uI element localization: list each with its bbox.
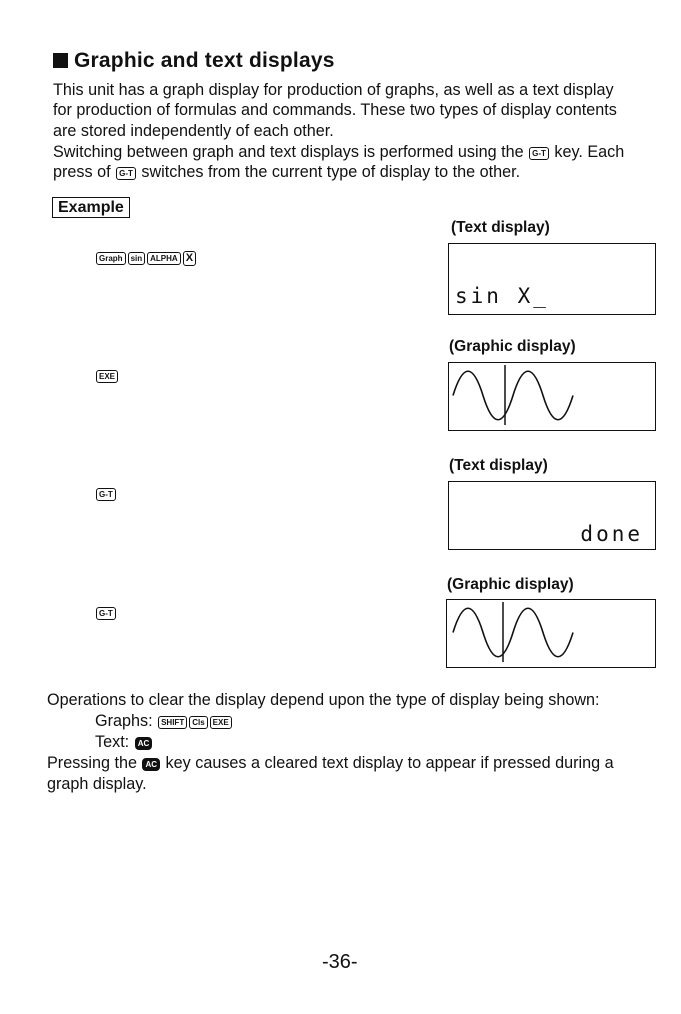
screen-text-1: sin X_ — [455, 284, 549, 308]
outro-text-line: Text: AC — [95, 732, 153, 753]
text-display-screen-1 — [448, 243, 656, 315]
intro-line-3: are stored independently of each other. — [53, 122, 334, 140]
sine-curve — [453, 608, 573, 656]
black-square-bullet-icon — [53, 53, 68, 68]
page-number: -36- — [322, 951, 358, 973]
exe-key: EXE — [210, 716, 232, 729]
cls-key: Cls — [189, 716, 207, 729]
display-label-3: (Text display) — [449, 457, 548, 474]
display-label-1: (Text display) — [451, 219, 550, 236]
display-label-2: (Graphic display) — [449, 338, 576, 355]
outro-line-1: Operations to clear the display depend upon the type of display being shown: — [47, 691, 600, 709]
key-sequence-1 — [95, 249, 197, 267]
key-sequence-3 — [95, 485, 117, 503]
graphic-display-screen-2 — [446, 599, 656, 668]
example-label: Example — [52, 197, 130, 218]
alpha-key: ALPHA — [147, 252, 181, 265]
sine-graph-1 — [449, 363, 655, 430]
intro-line-2: for production of formulas and commands. These two types of display contents — [53, 101, 617, 119]
graph-key: Graph — [96, 252, 126, 265]
x-key: X — [183, 251, 196, 266]
intro-line-5: press of G-T switches from the current type of display to the other. — [53, 163, 521, 181]
gt-key: G-T — [116, 167, 136, 180]
gt-key: G-T — [96, 607, 116, 620]
intro-line-1: This unit has a graph display for production of graphs, as well as a text display — [53, 81, 614, 99]
gt-key: G-T — [96, 488, 116, 501]
text-display-screen-2 — [448, 481, 656, 550]
display-label-4: (Graphic display) — [447, 576, 574, 593]
sine-curve — [453, 371, 573, 419]
exe-key: EXE — [96, 370, 118, 383]
shift-key: SHIFT — [158, 716, 187, 729]
sin-key: sin — [128, 252, 146, 265]
gt-key: G-T — [529, 147, 549, 160]
key-sequence-4 — [95, 604, 117, 622]
outro-line-4: Pressing the AC key causes a cleared text display to appear if pressed during a — [47, 754, 614, 772]
ac-key: AC — [142, 758, 160, 771]
outro-line-5: graph display. — [47, 775, 147, 793]
graphic-display-screen-1 — [448, 362, 656, 431]
intro-line-4: Switching between graph and text displays is performed using the G-T key. Each — [53, 143, 625, 161]
screen-text-2: done — [580, 522, 643, 546]
section-heading: Graphic and text displays — [53, 49, 335, 73]
key-sequence-2 — [95, 367, 119, 385]
sine-graph-2 — [447, 600, 655, 667]
ac-key: AC — [135, 737, 153, 750]
outro-graphs-line: Graphs: SHIFT Cls EXE — [95, 711, 233, 732]
